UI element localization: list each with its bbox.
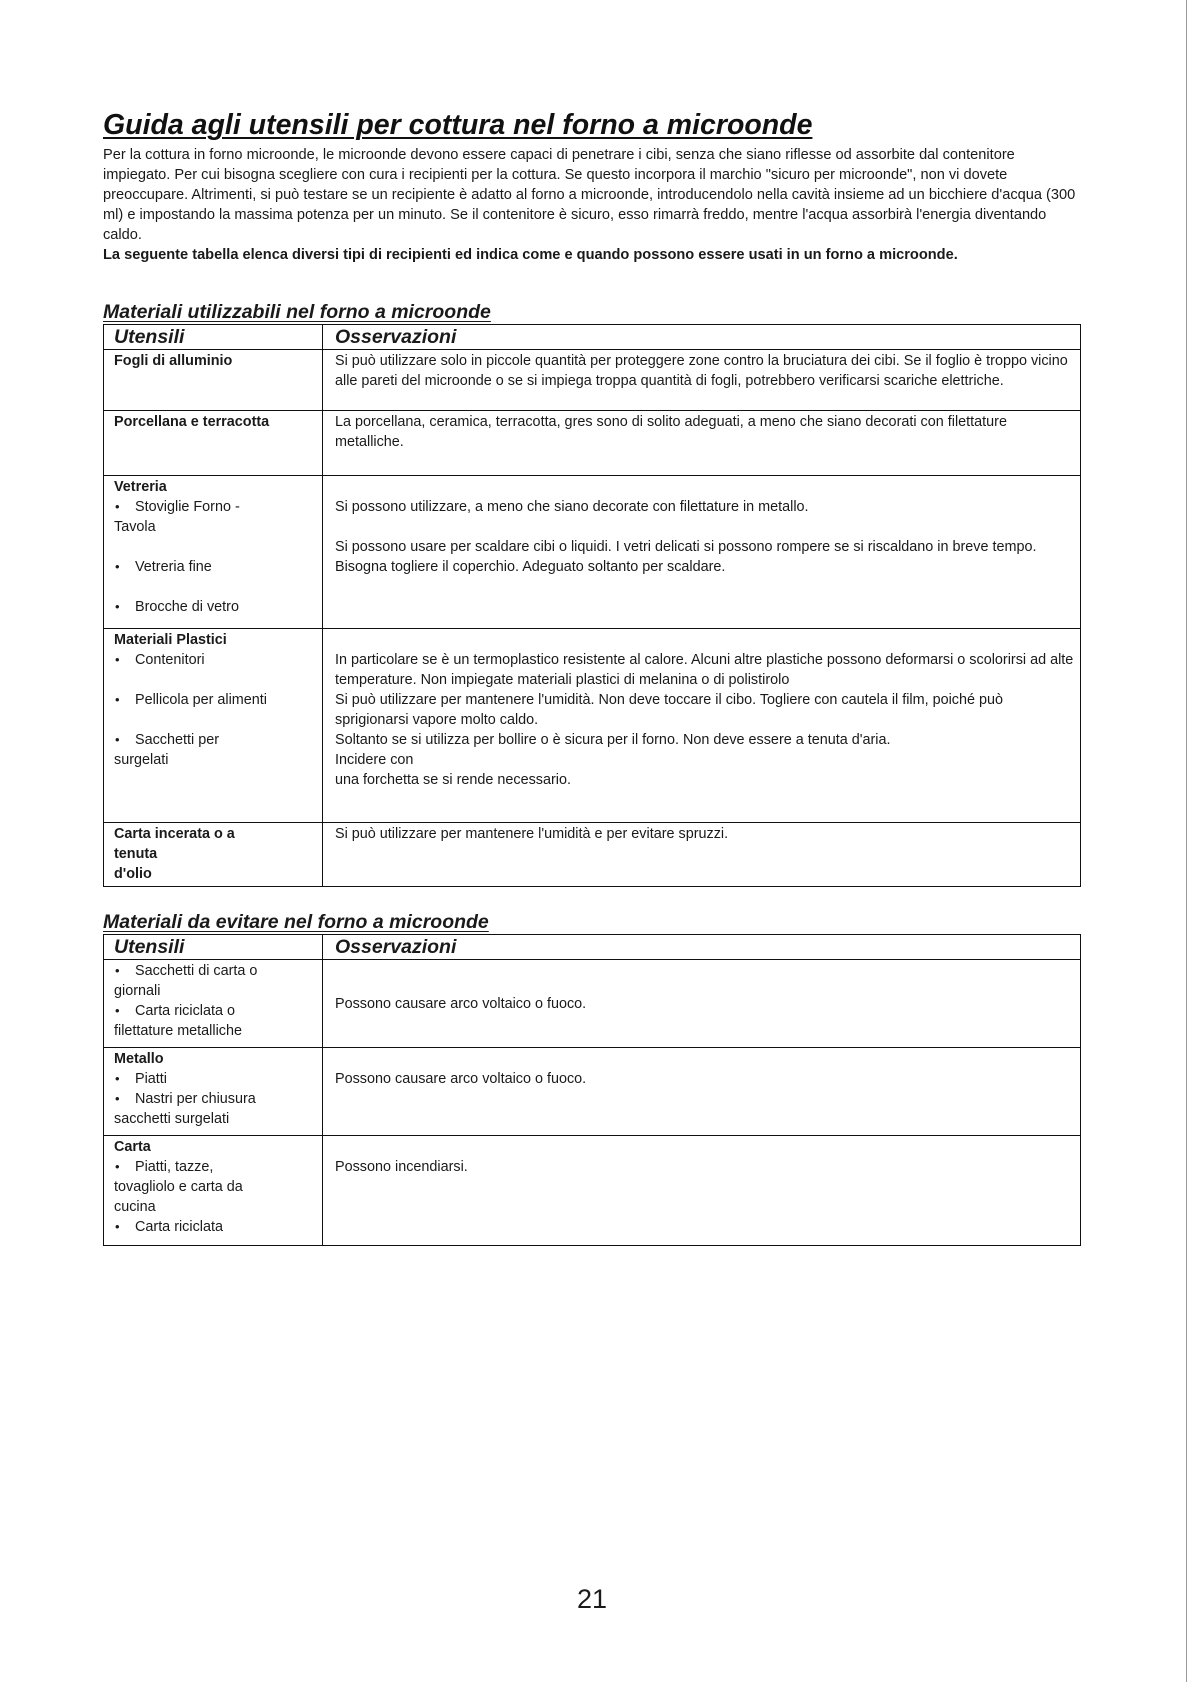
utensil-name: Carta incerata o a	[114, 826, 235, 842]
list-item: • Stoviglie Forno -	[114, 497, 316, 517]
utensil-note: La porcellana, ceramica, terracotta, gres sono di solito adeguati, a meno che siano decorati con filettature	[335, 414, 1007, 430]
list-item: • Piatti	[114, 1069, 316, 1089]
list-item: • Sacchetti di carta o	[114, 961, 316, 981]
table-row	[104, 411, 1081, 476]
utensil-name-continued: d'olio	[114, 866, 152, 882]
utensil-note: una forchetta se si rende necessario.	[335, 772, 571, 788]
utensil-note: Si può utilizzare per mantenere l'umidità e per evitare spruzzi.	[335, 826, 729, 842]
utensil-note: Si possono usare per scaldare cibi o liquidi. I vetri delicati si possono rompere se si riscaldano in breve tempo.	[335, 539, 1037, 555]
utensil-note: Possono causare arco voltaico o fuoco.	[335, 1071, 587, 1087]
column-header-osservazioni: Osservazioni	[323, 935, 1081, 960]
intro-paragraph: Per la cottura in forno microonde, le microonde devono essere capaci di penetrare i cibi, senza che siano riflesse od assorbite dal contenitore impiegato. Per cui bisogna scegliere con cura i recipienti per la cottura. Se questo incorpora il marchio "sicuro per microonde", non vi dovete preoccupare. Altrimenti, si può testare se un recipiente è adatto al forno a microonde, introducendolo nella cavità insieme ad un bicchiere d'acqua (300 ml) e impostando la massima potenza per un minuto. Se il contenitore è sicuro, esso rimarrà freddo, mentre l'acqua assorbirà l'energia diventando caldo.	[103, 147, 1076, 243]
table-header-row	[104, 935, 1081, 960]
column-header-utensili: Utensili	[104, 325, 323, 350]
list-item-continued: surgelati	[114, 752, 169, 768]
utensil-note: Si può utilizzare solo in piccole quantità per proteggere zone contro la bruciatura dei cibi. Se il foglio è troppo vicino alle pareti del microonde o se si impiega troppa quantità di fogli, potrebbero verificarsi scariche elettriche.	[335, 353, 1068, 389]
list-item: • Contenitori	[114, 650, 316, 670]
utensil-note: Bisogna togliere il coperchio. Adeguato soltanto per scaldare.	[335, 559, 726, 575]
table-row	[104, 823, 1081, 887]
list-item: • Sacchetti per	[114, 730, 316, 750]
table-row	[104, 1136, 1081, 1246]
usable-materials-table	[103, 324, 1081, 887]
utensil-name: Vetreria	[114, 479, 167, 495]
utensil-note: In particolare se è un termoplastico resistente al calore. Alcuni altre plastiche possono deformarsi o scolorirsi ad alte temperature. Non impiegate materiali plastici di melanina o di polistirolo	[335, 652, 1074, 688]
utensil-name-continued: tenuta	[114, 846, 158, 862]
list-item: • Carta riciclata	[114, 1217, 316, 1237]
utensil-note: Incidere con	[335, 752, 414, 768]
list-item: • Vetreria fine	[114, 557, 316, 577]
utensil-note: Si possono utilizzare, a meno che siano decorate con filettature in metallo.	[335, 499, 809, 515]
list-item-continued: Tavola	[114, 519, 156, 535]
list-item-continued: giornali	[114, 983, 161, 999]
list-item-continued: tovagliolo e carta da	[114, 1179, 243, 1195]
intro-bold-paragraph: La seguente tabella elenca diversi tipi di recipienti ed indica come e quando possono essere usati in un forno a microonde.	[103, 247, 958, 263]
utensil-name: Porcellana e terracotta	[114, 414, 270, 430]
avoid-materials-heading: Materiali da evitare nel forno a microonde	[103, 911, 489, 933]
table-header-row	[104, 325, 1081, 350]
table-row	[104, 1048, 1081, 1136]
table-row	[104, 350, 1081, 411]
list-item: • Pellicola per alimenti	[114, 690, 316, 710]
table-row	[104, 476, 1081, 629]
utensil-note: metalliche.	[335, 434, 404, 450]
utensil-name: Fogli di alluminio	[114, 353, 233, 369]
table-row	[104, 960, 1081, 1048]
table-row	[104, 629, 1081, 823]
utensil-name: Carta	[114, 1139, 151, 1155]
usable-materials-heading: Materiali utilizzabili nel forno a microonde	[103, 301, 491, 323]
utensil-name: Materiali Plastici	[114, 632, 227, 648]
utensil-note: Soltanto se si utilizza per bollire o è sicura per il forno. Non deve essere a tenuta d'aria.	[335, 732, 891, 748]
list-item-continued: cucina	[114, 1199, 156, 1215]
list-item-continued: sacchetti surgelati	[114, 1111, 230, 1127]
list-item: • Nastri per chiusura	[114, 1089, 316, 1109]
utensil-note: Possono causare arco voltaico o fuoco.	[335, 995, 587, 1012]
page-title: Guida agli utensili per cottura nel forno a microonde	[103, 109, 813, 141]
column-header-utensili: Utensili	[104, 935, 323, 960]
avoid-materials-table	[103, 934, 1081, 1246]
list-item: • Piatti, tazze,	[114, 1157, 316, 1177]
utensil-note: Possono incendiarsi.	[335, 1159, 468, 1175]
list-item-continued: filettature metalliche	[114, 1023, 242, 1039]
page-content	[103, 108, 1080, 1246]
list-item: • Carta riciclata o	[114, 1001, 316, 1021]
page-number: 21	[577, 1584, 608, 1614]
list-item: • Brocche di vetro	[114, 597, 316, 617]
scan-edge-line	[1186, 0, 1187, 1682]
utensil-note: Si può utilizzare per mantenere l'umidità. Non deve toccare il cibo. Togliere con cautela il film, poiché può sprigionarsi vapore molto caldo.	[335, 692, 1004, 728]
column-header-osservazioni: Osservazioni	[323, 325, 1081, 350]
utensil-name: Metallo	[114, 1051, 164, 1067]
